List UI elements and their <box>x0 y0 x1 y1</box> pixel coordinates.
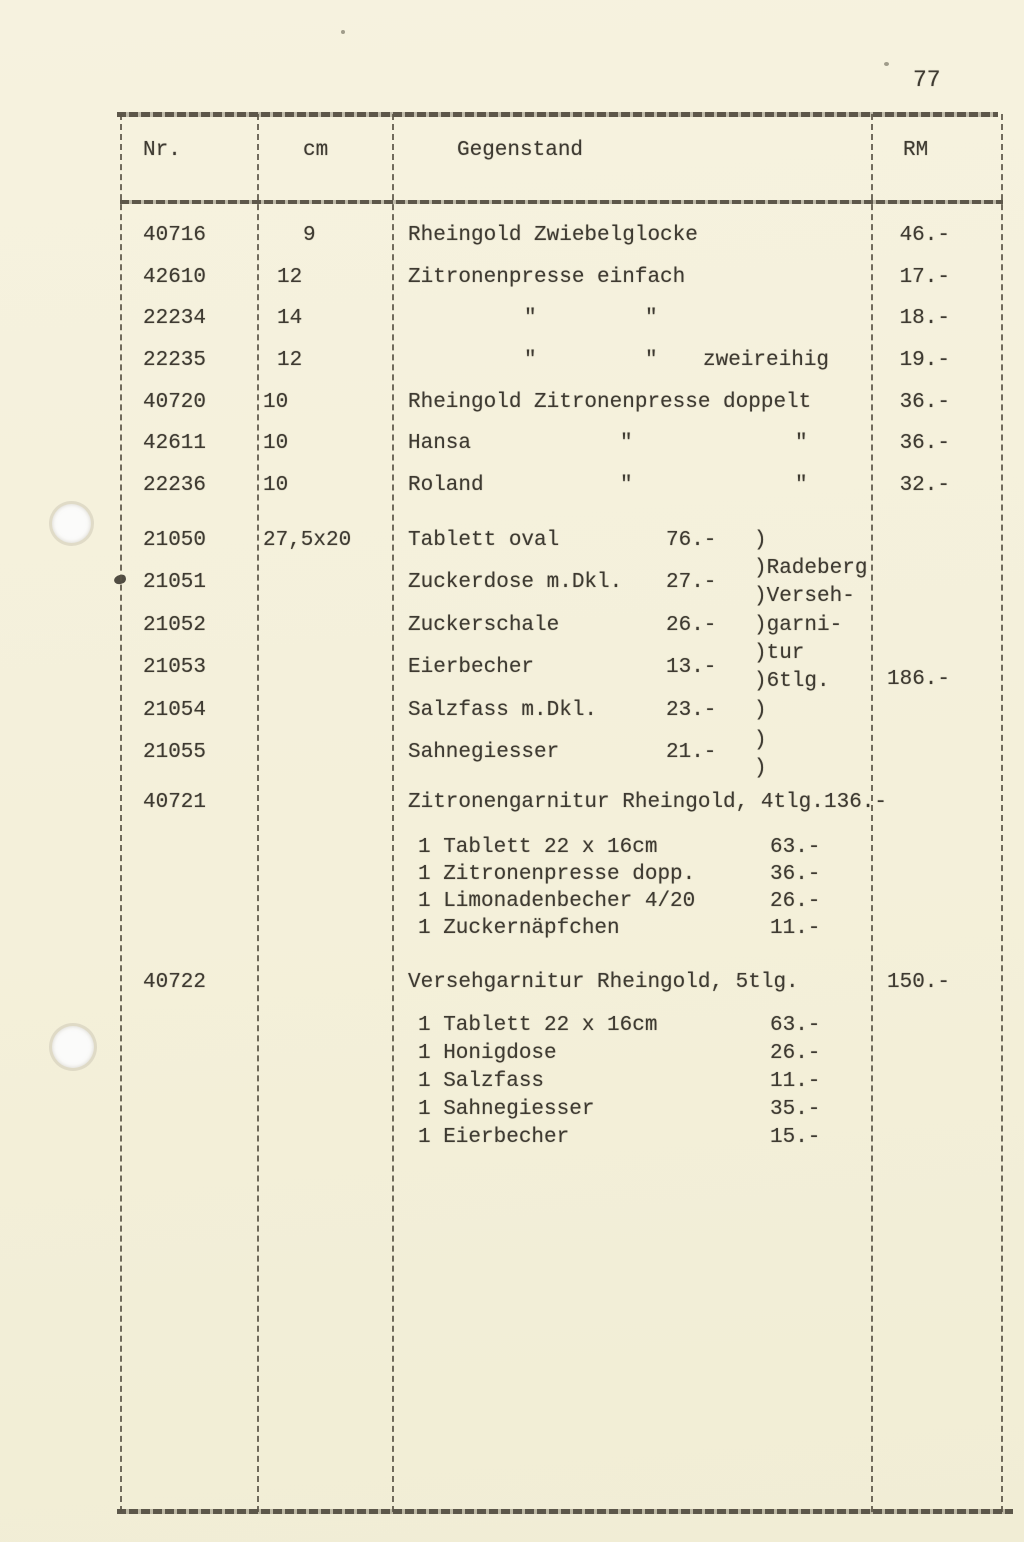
cell-cm: 12 <box>277 266 303 289</box>
set-item-price: 11.- <box>770 1070 821 1093</box>
cell-gegenstand: Zuckerdose m.Dkl. <box>408 571 623 594</box>
cell-rm: 19.- <box>899 349 950 372</box>
cell-nr: 21050 <box>143 529 207 552</box>
table-border-left <box>120 114 122 1512</box>
table-border-bottom <box>117 1509 1013 1514</box>
ink-speck <box>884 62 889 66</box>
set-item-price: 15.- <box>770 1126 821 1149</box>
table-border-right <box>1001 114 1003 1512</box>
group-bracket-label: )tur <box>754 642 805 665</box>
ditto-mark: " <box>795 432 808 455</box>
item-price: 27.- <box>666 571 717 594</box>
set-item-price: 35.- <box>770 1098 821 1121</box>
cell-gegenstand: Eierbecher <box>408 656 535 679</box>
set-title: Zitronengarnitur Rheingold, 4tlg. <box>408 791 824 814</box>
column-header-nr: Nr. <box>143 139 181 162</box>
cell-gegenstand: Roland <box>408 474 484 497</box>
cell-rm: 36.- <box>899 391 950 414</box>
cell-nr: 22235 <box>143 349 207 372</box>
set-item-label: 1 Salzfass <box>418 1070 545 1093</box>
set-item-price: 36.- <box>770 863 821 886</box>
punch-hole-bottom <box>52 1026 94 1068</box>
cell-gegenstand: Rheingold Zitronenpresse doppelt <box>408 391 812 414</box>
column-separator-nr-cm <box>257 114 259 1512</box>
ditto-mark: " <box>645 307 658 330</box>
group-bracket: ) <box>754 729 767 752</box>
cell-rm: 36.- <box>899 432 950 455</box>
page-number: 77 <box>913 67 941 93</box>
set-item-label: 1 Limonadenbecher 4/20 <box>418 890 696 913</box>
set-total-rm: 150.- <box>886 971 950 994</box>
cell-nr: 40721 <box>143 791 207 814</box>
cell-nr: 40722 <box>143 971 207 994</box>
set-item-label: 1 Tablett 22 x 16cm <box>418 1014 658 1037</box>
column-separator-cm-gegenstand <box>392 114 394 1512</box>
ditto-mark: " <box>620 432 633 455</box>
column-header-cm: cm <box>303 139 329 162</box>
table-border-top <box>117 112 998 117</box>
cell-nr: 21053 <box>143 656 207 679</box>
punch-hole-top <box>52 504 91 543</box>
set-item-price: 26.- <box>770 1042 821 1065</box>
set-item-label: 1 Honigdose <box>418 1042 557 1065</box>
cell-rm: 46.- <box>899 224 950 247</box>
set-item-label: 1 Zuckernäpfchen <box>418 917 620 940</box>
cell-nr: 21052 <box>143 614 207 637</box>
cell-gegenstand: Hansa <box>408 432 472 455</box>
item-price: 76.- <box>666 529 717 552</box>
set-total-rm: 136.- <box>824 791 888 814</box>
cell-nr: 21054 <box>143 699 207 722</box>
set-item-price: 63.- <box>770 836 821 859</box>
cell-nr: 42610 <box>143 266 207 289</box>
group-bracket-label: )Radeberg <box>754 557 868 580</box>
ditto-mark: " <box>524 307 537 330</box>
cell-nr: 21055 <box>143 741 207 764</box>
cell-nr: 22234 <box>143 307 207 330</box>
cell-rm: 18.- <box>899 307 950 330</box>
group-bracket: ) <box>754 757 767 780</box>
set-item-price: 26.- <box>770 890 821 913</box>
cell-cm: 10 <box>263 391 289 414</box>
group-bracket-label: )6tlg. <box>754 670 830 693</box>
cell-gegenstand: Sahnegiesser <box>408 741 560 764</box>
set-item-price: 11.- <box>770 917 821 940</box>
cell-cm: 9 <box>303 224 316 247</box>
cell-cm: 10 <box>263 474 289 497</box>
ink-speck <box>341 30 345 34</box>
group-total-rm: 186.- <box>886 668 950 691</box>
cell-nr: 40720 <box>143 391 207 414</box>
item-price: 26.- <box>666 614 717 637</box>
cell-gegenstand-suffix: zweireihig <box>703 349 830 372</box>
ditto-mark: " <box>620 474 633 497</box>
cell-gegenstand: Tablett oval <box>408 529 560 552</box>
cell-gegenstand: Zitronenpresse einfach <box>408 266 686 289</box>
column-header-gegenstand: Gegenstand <box>457 139 584 162</box>
set-item-label: 1 Eierbecher <box>418 1126 570 1149</box>
set-item-label: 1 Sahnegiesser <box>418 1098 595 1121</box>
column-header-rm: RM <box>903 139 929 162</box>
cell-rm: 32.- <box>899 474 950 497</box>
cell-gegenstand: Salzfass m.Dkl. <box>408 699 598 722</box>
group-bracket: ) <box>754 699 767 722</box>
cell-nr: 22236 <box>143 474 207 497</box>
group-bracket: ) <box>754 529 767 552</box>
ditto-mark: " <box>645 349 658 372</box>
set-item-label: 1 Zitronenpresse dopp. <box>418 863 696 886</box>
cell-cm: 12 <box>277 349 303 372</box>
cell-cm: 14 <box>277 307 303 330</box>
set-item-label: 1 Tablett 22 x 16cm <box>418 836 658 859</box>
set-title: Versehgarnitur Rheingold, 5tlg. <box>408 971 799 994</box>
cell-nr: 42611 <box>143 432 207 455</box>
item-price: 23.- <box>666 699 717 722</box>
cell-gegenstand: Zuckerschale <box>408 614 560 637</box>
group-bracket-label: )Verseh- <box>754 585 855 608</box>
cell-nr: 40716 <box>143 224 207 247</box>
item-price: 13.- <box>666 656 717 679</box>
item-price: 21.- <box>666 741 717 764</box>
cell-gegenstand: Rheingold Zwiebelglocke <box>408 224 698 247</box>
ditto-mark: " <box>524 349 537 372</box>
group-bracket-label: )garni- <box>754 614 843 637</box>
cell-cm: 10 <box>263 432 289 455</box>
cell-cm: 27,5x20 <box>263 529 352 552</box>
cell-rm: 17.- <box>899 266 950 289</box>
set-item-price: 63.- <box>770 1014 821 1037</box>
cell-nr: 21051 <box>143 571 207 594</box>
ditto-mark: " <box>795 474 808 497</box>
